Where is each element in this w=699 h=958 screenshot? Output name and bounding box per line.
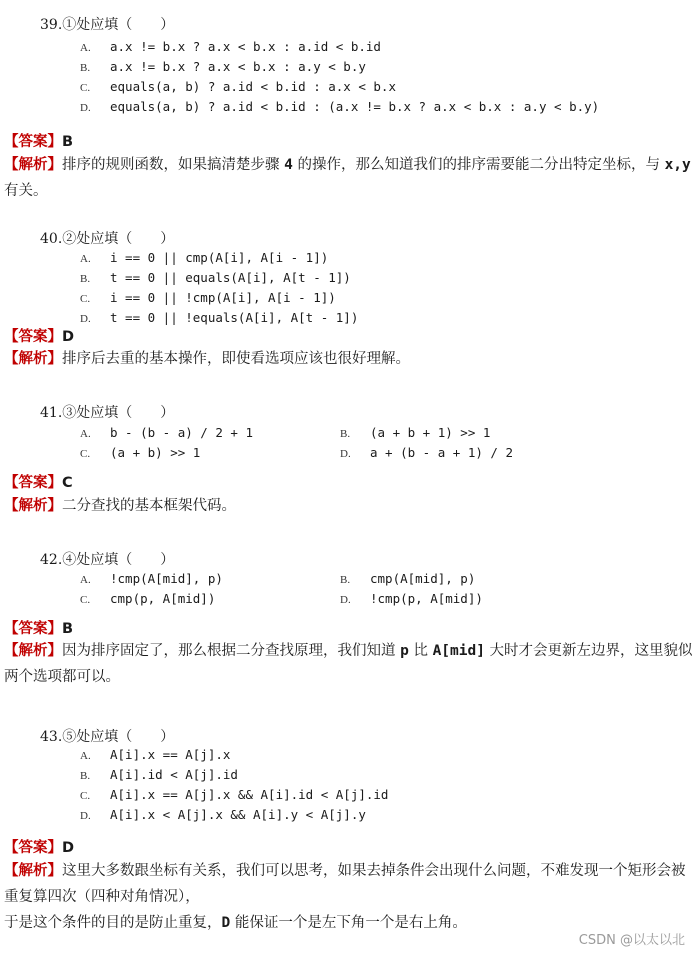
explanation-41: 【解析】二分查找的基本框架代码。 (4, 497, 236, 514)
answer-40: 【答案】D (4, 328, 75, 345)
option-39-d: D. equals(a, b) ? a.id < b.id : (a.x != b.x ? a.x < b.x : a.y < b.y) (80, 99, 600, 114)
answer-39: 【答案】B (4, 133, 74, 150)
option-39-a: A. a.x != b.x ? a.x < b.x : a.id < b.id (80, 39, 381, 54)
explanation-42: 【解析】因为排序固定了，那么根据二分查找原理，我们知道 p 比 A[mid] 大时才会更新左边界，这里貌似两个选项都可以。 (4, 642, 693, 685)
option-41-a: A. b - (b - a) / 2 + 1 (80, 425, 253, 440)
option-40-b: B. t == 0 || equals(A[i], A[t - 1]) (80, 270, 351, 285)
option-40-c: C. i == 0 || !cmp(A[i], A[i - 1]) (80, 290, 336, 305)
explanation-43: 【解析】这里大多数跟坐标有关系，我们可以思考，如果去掉条件会出现什么问题，不难发现一个矩形会被重复算四次（四种对角情况）， 于是这个条件的目的是防止重复，D 能保证一个是左下角一个是右上角。 (4, 862, 686, 931)
question-42-title: 42.④处应填（ ） (40, 552, 175, 568)
answer-43: 【答案】D (4, 839, 75, 856)
option-40-a: A. i == 0 || cmp(A[i], A[i - 1]) (80, 250, 329, 265)
question-39-title: 39.①处应填（ ） (40, 17, 175, 33)
option-39-b: B. a.x != b.x ? a.x < b.x : a.y < b.y (80, 59, 366, 74)
answer-41: 【答案】C (4, 474, 73, 491)
question-40-title: 40.②处应填（ ） (40, 231, 175, 247)
option-41-d: D. a + (b - a + 1) / 2 (340, 445, 513, 460)
question-43-title: 43.⑤处应填（ ） (40, 729, 175, 745)
option-41-b: B. (a + b + 1) >> 1 (340, 425, 491, 440)
option-42-c: C. cmp(p, A[mid]) (80, 591, 216, 606)
option-43-d: D. A[i].x < A[j].x && A[i].y < A[j].y (80, 807, 366, 822)
explanation-39: 【解析】排序的规则函数，如果搞清楚步骤 4 的操作，那么知道我们的排序需要能二分出特定坐标，与 x,y 有关。 (4, 156, 691, 199)
option-43-a: A. A[i].x == A[j].x (80, 747, 231, 762)
option-42-a: A. !cmp(A[mid], p) (80, 571, 223, 586)
option-41-c: C. (a + b) >> 1 (80, 445, 201, 460)
explanation-40: 【解析】排序后去重的基本操作，即使看选项应该也很好理解。 (4, 350, 410, 367)
question-41-title: 41.③处应填（ ） (40, 405, 175, 421)
answer-42: 【答案】B (4, 620, 74, 637)
option-40-d: D. t == 0 || !equals(A[i], A[t - 1]) (80, 310, 359, 325)
option-43-c: C. A[i].x == A[j].x && A[i].id < A[j].id (80, 787, 389, 802)
option-39-c: C. equals(a, b) ? a.id < b.id : a.x < b.x (80, 79, 396, 94)
option-42-d: D. !cmp(p, A[mid]) (340, 591, 483, 606)
option-43-b: B. A[i].id < A[j].id (80, 767, 238, 782)
option-42-b: B. cmp(A[mid], p) (340, 571, 476, 586)
csdn-watermark: CSDN @以太以北 (578, 933, 685, 948)
